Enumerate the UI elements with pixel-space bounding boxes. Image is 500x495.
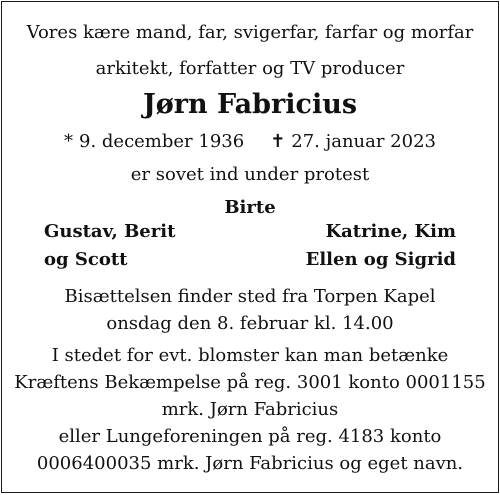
death-cross-icon: ✝ bbox=[270, 131, 286, 152]
birth-star-icon: * bbox=[64, 131, 73, 152]
deceased-name: Jørn Fabricius bbox=[142, 89, 358, 120]
family-right-line-1: Katrine, Kim bbox=[325, 221, 456, 242]
death-date: 27. januar 2023 bbox=[291, 131, 436, 152]
family-left-line-1: Gustav, Berit bbox=[44, 221, 176, 242]
family-left-line-2: og Scott bbox=[44, 249, 128, 270]
intro-line-2: arkitekt, forfatter og TV producer bbox=[95, 58, 405, 79]
family-right-line-2: Ellen og Sigrid bbox=[305, 249, 456, 270]
obituary-notice bbox=[1, 1, 499, 493]
status-text: er sovet ind under protest bbox=[130, 164, 370, 185]
spouse-name: Birte bbox=[224, 197, 276, 218]
donation-line-3: mrk. Jørn Fabricius bbox=[161, 399, 339, 420]
donation-line-2: Kræftens Bekæmpelse på reg. 3001 konto 0001155 bbox=[14, 372, 486, 393]
intro-line-1: Vores kære mand, far, svigerfar, farfar og morfar bbox=[26, 22, 474, 43]
donation-line-4: eller Lungeforeningen på reg. 4183 konto bbox=[58, 426, 442, 447]
donation-line-1: I stedet for evt. blomster kan man betænke bbox=[51, 345, 449, 366]
life-dates bbox=[2, 131, 498, 153]
birth-date: 9. december 1936 bbox=[79, 131, 245, 152]
funeral-line-2: onsdag den 8. februar kl. 14.00 bbox=[106, 313, 394, 334]
funeral-line-1: Bisættelsen finder sted fra Torpen Kapel bbox=[64, 286, 436, 307]
donation-line-5: 0006400035 mrk. Jørn Fabricius og eget navn. bbox=[36, 453, 464, 474]
family-right-column bbox=[306, 218, 456, 274]
family-left-column bbox=[44, 218, 175, 274]
